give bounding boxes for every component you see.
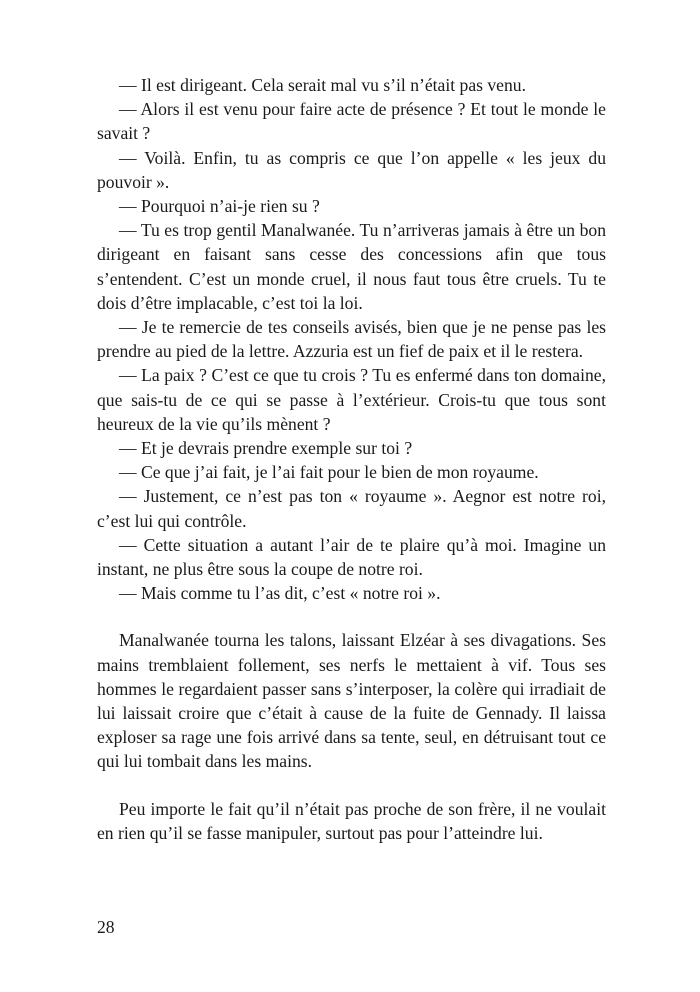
section-gap: [97, 605, 606, 628]
dialogue-line: — La paix ? C’est ce que tu crois ? Tu es enfermé dans ton domaine, que sais-tu de ce qui se passe à l’extérieur. Crois-tu que tous sont heureux de la vie qu’ils mènent ?: [97, 365, 606, 434]
narrative-paragraph: Manalwanée tourna les talons, laissant Elzéar à ses divagations. Ses mains tremblaient follement, ses nerfs le mettaient à vif. Tous ses hommes le regardaient passer sans s’interposer, la colère qui irradiait de lui laissait croire que c’était à cause de la fuite de Gennady. Il laissa exploser sa rage une fois arrivé dans sa tente, seul, en détruisant tout ce qui lui tombait dans les mains.: [97, 630, 606, 772]
dialogue-line: — Ce que j’ai fait, je l’ai fait pour le bien de mon royaume.: [119, 462, 539, 483]
dialogue-line: — Alors il est venu pour faire acte de présence ? Et tout le monde le savait ?: [97, 99, 606, 144]
dialogue-line: — Mais comme tu l’as dit, c’est « notre roi ».: [119, 583, 441, 604]
dialogue-line: — Cette situation a autant l’air de te plaire qu’à moi. Imagine un instant, ne plus être sous la coupe de notre roi.: [97, 534, 606, 580]
dialogue-line: — Tu es trop gentil Manalwanée. Tu n’arriveras jamais à être un bon dirigeant en faisant sans cesse des concessions afin que tous s’entendent. C’est un monde cruel, il nous faut tous être cruels. Tu te dois d’être implacable, c’est toi la loi.: [97, 220, 606, 313]
section-gap: [97, 774, 606, 797]
dialogue-line: — Justement, ce n’est pas ton « royaume ». Aegnor est notre roi, c’est lui qui contrôle.: [97, 486, 606, 531]
narrative-paragraph: Peu importe le fait qu’il n’était pas proche de son frère, il ne voulait en rien qu’il se fasse manipuler, surtout pas pour l’atteindre lui.: [97, 798, 606, 843]
dialogue-line: — Voilà. Enfin, tu as compris ce que l’on appelle « les jeux du pouvoir ».: [97, 147, 606, 192]
page-number: 28: [97, 917, 115, 937]
dialogue-line: — Je te remercie de tes conseils avisés, bien que je ne pense pas les prendre au pied de la lettre. Azzuria est un fief de paix et il le restera.: [97, 317, 606, 362]
dialogue-line: — Pourquoi n’ai-je rien su ?: [119, 196, 320, 217]
dialogue-line: — Il est dirigeant. Cela serait mal vu s’il n’était pas venu.: [119, 75, 526, 95]
page-body: [97, 73, 606, 845]
dialogue-section: [97, 73, 606, 605]
dialogue-line: — Et je devrais prendre exemple sur toi ?: [119, 438, 413, 459]
